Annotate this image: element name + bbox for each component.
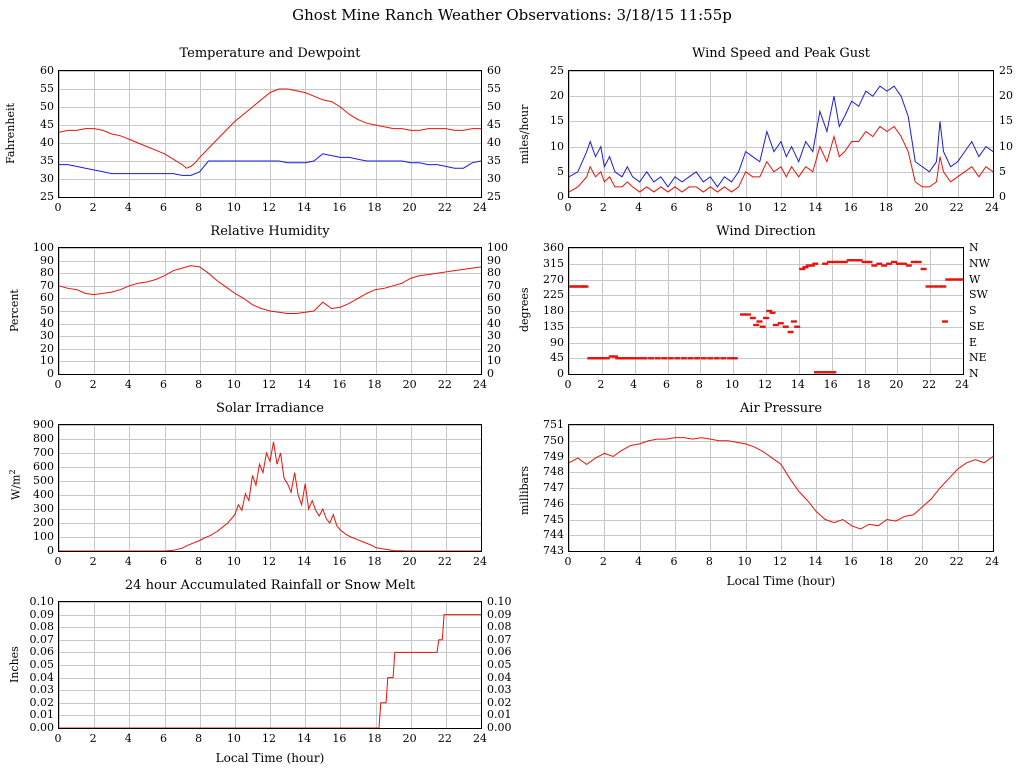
- x-tick-label: 16: [823, 378, 838, 391]
- y-tick-label-right: 40: [487, 136, 501, 149]
- x-tick-label: 8: [195, 555, 203, 568]
- x-tick-label: 16: [843, 201, 858, 214]
- x-tick-label: 22: [922, 378, 937, 391]
- data-point: [642, 357, 648, 359]
- y-tick-label-right: 60: [487, 64, 501, 77]
- y-tick-label-right: 0.01: [487, 708, 512, 722]
- data-point: [674, 357, 680, 359]
- x-tick-label: 24: [473, 732, 487, 745]
- y-tick-label: 40: [40, 316, 54, 330]
- plot-area-wind-speed: [568, 70, 994, 198]
- data-point: [770, 312, 776, 314]
- x-tick-label: 4: [124, 555, 132, 568]
- y-axis-label-rainfall: Inches: [8, 646, 21, 683]
- y-tick-label: 35: [40, 154, 54, 167]
- x-tick-label: 18: [367, 201, 382, 214]
- x-tick-label: 14: [297, 555, 312, 568]
- data-point: [750, 317, 756, 319]
- x-tick-label: 8: [195, 732, 203, 745]
- data-point: [714, 357, 720, 359]
- y-tick-label: 25: [40, 190, 54, 203]
- x-tick-label: 0: [54, 378, 62, 391]
- x-tick-label: 4: [635, 555, 643, 568]
- series-layer-wind-speed: [569, 71, 993, 197]
- x-tick-label: 20: [402, 201, 417, 214]
- page-title: Ghost Mine Ranch Weather Observations: 3/18/15 11:55p: [292, 6, 732, 24]
- data-point: [745, 313, 751, 315]
- y-tick-label: 0.06: [29, 645, 54, 659]
- y-tick-label: 746: [543, 496, 564, 510]
- y-tick-label: 40: [40, 136, 54, 149]
- data-point: [791, 320, 797, 322]
- data-point: [940, 285, 946, 287]
- gridline-horizontal: [59, 551, 481, 552]
- x-tick-label: 12: [262, 201, 276, 214]
- y-tick-label: 300: [33, 502, 54, 515]
- chart-title-rainfall: 24 hour Accumulated Rainfall or Snow Melt: [124, 578, 416, 593]
- y-tick-label: 90: [40, 253, 54, 267]
- data-point: [906, 264, 912, 266]
- x-tick-label: 10: [725, 378, 740, 391]
- y-tick-label: 0: [47, 544, 54, 557]
- y-tick-label: 50: [40, 304, 54, 317]
- data-point: [830, 371, 836, 373]
- chart-title-humidity: Relative Humidity: [210, 224, 330, 239]
- series-line: [569, 86, 993, 187]
- series-layer-pressure: [569, 425, 993, 551]
- gridline-horizontal: [569, 551, 993, 552]
- data-point: [794, 326, 800, 328]
- y-tick-label-right: 30: [487, 329, 501, 343]
- x-tick-label: 0: [564, 555, 572, 568]
- x-tick-label: 2: [89, 555, 97, 568]
- y-tick-label: 50: [40, 100, 54, 113]
- y-tick-label-right: SW: [969, 288, 988, 302]
- y-tick-label-right: 50: [487, 100, 501, 113]
- x-tick-label: 20: [889, 378, 904, 391]
- y-tick-label-right: NE: [969, 351, 987, 365]
- y-axis-label-solar: $W/m^2$: [8, 469, 23, 500]
- y-tick-label-right: 25: [487, 190, 501, 203]
- x-tick-label: 16: [843, 555, 858, 568]
- y-tick-label-right: 45: [487, 118, 501, 131]
- x-tick-label: 14: [808, 201, 823, 214]
- y-tick-label: 15: [550, 114, 564, 128]
- y-tick-label-right: 15: [999, 114, 1013, 128]
- x-axis-label-pressure: Local Time (hour): [726, 574, 836, 588]
- y-tick-label: 0: [557, 367, 564, 380]
- y-tick-label-right: 0.02: [487, 695, 512, 709]
- x-tick-label: 20: [914, 555, 929, 568]
- x-tick-label: 12: [773, 555, 787, 568]
- x-tick-label: 10: [226, 555, 241, 568]
- y-tick-label-right: 80: [487, 266, 501, 280]
- x-tick-label: 6: [160, 555, 167, 568]
- y-tick-label: 60: [40, 64, 54, 77]
- y-tick-label: 0.00: [29, 721, 54, 734]
- y-tick-label: 0.08: [29, 620, 54, 634]
- chart-title-wind-direction: Wind Direction: [716, 224, 816, 239]
- y-axis-label-pressure: millibars: [518, 465, 531, 515]
- x-tick-label: 22: [437, 555, 452, 568]
- y-tick-label-right: 10: [999, 139, 1013, 153]
- x-tick-label: 8: [695, 378, 703, 391]
- x-tick-label: 24: [985, 555, 999, 568]
- y-tick-label: 270: [543, 272, 564, 286]
- x-tick-label: 14: [790, 378, 805, 391]
- gridline-vertical: [963, 248, 964, 374]
- y-tick-label: 10: [550, 139, 564, 153]
- x-tick-label: 20: [402, 732, 417, 745]
- y-tick-label-right: 60: [487, 291, 501, 305]
- y-tick-label: 55: [40, 82, 54, 95]
- y-tick-label: 90: [550, 335, 564, 349]
- y-axis-label-humidity: Percent: [8, 289, 21, 332]
- y-tick-label: 135: [543, 319, 564, 333]
- chart-title-temperature: Temperature and Dewpoint: [179, 46, 361, 61]
- x-tick-label: 8: [195, 378, 203, 391]
- x-tick-label: 2: [597, 378, 605, 391]
- gridline-horizontal: [59, 728, 481, 729]
- y-tick-label: 20: [550, 89, 564, 103]
- x-tick-label: 14: [297, 201, 312, 214]
- data-point: [942, 320, 948, 322]
- y-axis-label-temperature: Fahrenheit: [4, 103, 17, 164]
- y-tick-label-right: 40: [487, 316, 501, 330]
- y-tick-label: 80: [40, 266, 54, 280]
- x-tick-label: 20: [402, 555, 417, 568]
- y-tick-label: 0.10: [29, 595, 54, 608]
- y-tick-label: 744: [543, 528, 564, 542]
- y-tick-label: 0: [557, 190, 564, 203]
- x-tick-label: 18: [367, 555, 382, 568]
- x-tick-label: 18: [879, 201, 893, 214]
- y-axis-label-wind-speed: miles/hour: [518, 104, 531, 164]
- y-tick-label: 400: [33, 488, 54, 501]
- y-tick-label: 748: [543, 465, 564, 479]
- x-tick-label: 14: [297, 378, 312, 391]
- y-tick-label: 0.01: [29, 708, 54, 722]
- x-tick-label: 4: [630, 378, 638, 391]
- y-tick-label: 180: [543, 304, 564, 317]
- y-tick-label-right: NW: [969, 256, 990, 270]
- series-layer-solar: [59, 425, 481, 551]
- data-point: [720, 357, 726, 359]
- y-tick-label-right: 90: [487, 253, 501, 267]
- x-tick-label: 0: [54, 732, 62, 745]
- series-line: [59, 154, 481, 176]
- x-tick-label: 10: [737, 201, 752, 214]
- y-tick-label: 0.07: [29, 632, 54, 646]
- x-tick-label: 22: [437, 378, 452, 391]
- x-tick-label: 4: [124, 732, 132, 745]
- x-tick-label: 12: [262, 378, 276, 391]
- data-point: [701, 357, 707, 359]
- x-tick-label: 10: [226, 201, 241, 214]
- y-tick-label-right: 0: [487, 367, 494, 380]
- x-tick-label: 6: [160, 201, 167, 214]
- x-tick-label: 18: [367, 732, 382, 745]
- x-tick-label: 2: [89, 201, 97, 214]
- y-tick-label-right: 0: [999, 190, 1006, 203]
- y-tick-label-right: 0.06: [487, 645, 512, 659]
- series-line: [59, 89, 481, 168]
- y-tick-label: 743: [543, 544, 564, 557]
- y-tick-label: 225: [543, 288, 564, 302]
- x-tick-label: 24: [473, 555, 487, 568]
- y-tick-label: 45: [550, 351, 564, 365]
- gridline-horizontal: [59, 197, 481, 198]
- y-tick-label: 800: [33, 432, 54, 445]
- data-point: [763, 317, 769, 319]
- y-tick-label-right: 50: [487, 304, 501, 317]
- gridline-horizontal: [569, 374, 963, 375]
- y-tick-label-right: N: [969, 367, 979, 380]
- data-point: [788, 331, 794, 333]
- series-line: [59, 442, 481, 551]
- y-tick-label-right: 0.05: [487, 658, 512, 671]
- data-point: [783, 326, 789, 328]
- x-tick-label: 16: [332, 201, 347, 214]
- data-point: [960, 278, 964, 280]
- y-tick-label: 500: [33, 474, 54, 487]
- data-point: [648, 357, 654, 359]
- y-tick-label: 0.02: [29, 695, 54, 709]
- data-point: [668, 357, 674, 359]
- x-tick-label: 4: [635, 201, 643, 214]
- y-tick-label: 200: [33, 516, 54, 529]
- x-tick-label: 22: [949, 201, 964, 214]
- y-tick-label-right: 25: [999, 64, 1013, 77]
- y-tick-label: 100: [33, 530, 54, 543]
- chart-title-solar: Solar Irradiance: [216, 401, 324, 416]
- data-point: [732, 357, 738, 359]
- y-tick-label: 0: [47, 367, 54, 380]
- y-tick-label: 100: [33, 241, 54, 254]
- y-tick-label: 700: [33, 446, 54, 459]
- y-tick-label: 25: [550, 64, 564, 77]
- x-tick-label: 2: [599, 555, 607, 568]
- y-tick-label: 30: [40, 329, 54, 343]
- y-tick-label-right: 30: [487, 172, 501, 185]
- x-tick-label: 18: [879, 555, 893, 568]
- y-tick-label-right: 0.03: [487, 683, 512, 697]
- x-tick-label: 12: [773, 201, 787, 214]
- x-tick-label: 22: [437, 732, 452, 745]
- data-point: [582, 285, 588, 287]
- y-tick-label-right: 70: [487, 278, 501, 292]
- data-point: [655, 357, 661, 359]
- plot-area-humidity: [58, 247, 482, 375]
- y-tick-label: 45: [40, 118, 54, 131]
- x-tick-label: 16: [332, 378, 347, 391]
- x-tick-label: 0: [54, 555, 62, 568]
- data-point: [687, 357, 693, 359]
- y-tick-label: 70: [40, 278, 54, 292]
- plot-area-pressure: [568, 424, 994, 552]
- y-tick-label-right: 20: [487, 341, 501, 355]
- y-tick-label-right: 0.04: [487, 670, 512, 684]
- x-tick-label: 10: [737, 555, 752, 568]
- y-tick-label: 315: [543, 256, 564, 270]
- y-tick-label: 0.05: [29, 658, 54, 671]
- data-point: [866, 261, 872, 263]
- plot-area-temperature: [58, 70, 482, 198]
- plot-area-wind-direction: [568, 247, 964, 375]
- x-tick-label: 22: [949, 555, 964, 568]
- y-tick-label-right: 35: [487, 154, 501, 167]
- x-tick-label: 12: [758, 378, 772, 391]
- data-point: [753, 324, 759, 326]
- plot-area-solar: [58, 424, 482, 552]
- y-tick-label-right: 55: [487, 82, 501, 95]
- y-tick-label: 751: [543, 418, 564, 431]
- x-tick-label: 0: [564, 201, 572, 214]
- gridline-vertical: [481, 71, 482, 197]
- x-tick-label: 10: [226, 732, 241, 745]
- x-tick-label: 6: [160, 378, 167, 391]
- y-tick-label: 20: [40, 341, 54, 355]
- y-tick-label: 0.04: [29, 670, 54, 684]
- series-layer-temperature: [59, 71, 481, 197]
- y-tick-label: 745: [543, 512, 564, 526]
- x-tick-label: 24: [985, 201, 999, 214]
- y-tick-label-right: S: [969, 304, 977, 317]
- gridline-vertical: [993, 71, 994, 197]
- x-tick-label: 24: [473, 201, 487, 214]
- y-tick-label-right: 0.09: [487, 607, 512, 621]
- series-layer-wind-direction: [569, 248, 963, 374]
- gridline-vertical: [481, 248, 482, 374]
- y-tick-label-right: 10: [487, 354, 501, 368]
- data-point: [694, 357, 700, 359]
- x-tick-label: 6: [670, 555, 678, 568]
- y-tick-label-right: 100: [487, 241, 508, 254]
- x-tick-label: 10: [226, 378, 241, 391]
- x-tick-label: 12: [262, 555, 276, 568]
- x-tick-label: 20: [402, 378, 417, 391]
- data-point: [812, 263, 818, 265]
- series-line: [569, 438, 993, 529]
- data-point: [661, 357, 667, 359]
- y-tick-label-right: SE: [969, 319, 985, 333]
- y-axis-label-wind-direction: degrees: [518, 287, 531, 332]
- gridline-horizontal: [59, 374, 481, 375]
- y-tick-label: 30: [40, 172, 54, 185]
- x-tick-label: 22: [437, 201, 452, 214]
- x-tick-label: 0: [564, 378, 572, 391]
- plot-area-rainfall: [58, 601, 482, 729]
- gridline-vertical: [481, 425, 482, 551]
- x-tick-label: 6: [670, 201, 678, 214]
- x-tick-label: 0: [54, 201, 62, 214]
- y-tick-label: 0.03: [29, 683, 54, 697]
- x-tick-label: 2: [89, 378, 97, 391]
- y-tick-label-right: N: [969, 241, 979, 254]
- y-tick-label-right: 0.00: [487, 721, 512, 734]
- data-point: [756, 320, 762, 322]
- x-axis-label-rainfall: Local Time (hour): [215, 751, 325, 765]
- y-tick-label: 750: [543, 433, 564, 447]
- x-tick-label: 12: [262, 732, 276, 745]
- y-tick-label: 10: [40, 354, 54, 368]
- x-tick-label: 2: [599, 201, 607, 214]
- y-tick-label-right: 5: [999, 164, 1006, 178]
- gridline-vertical: [481, 602, 482, 728]
- y-tick-label: 747: [543, 481, 564, 494]
- x-tick-label: 14: [808, 555, 823, 568]
- data-point: [916, 261, 922, 263]
- series-line: [569, 126, 993, 192]
- series-layer-rainfall: [59, 602, 481, 728]
- series-line: [59, 615, 481, 728]
- x-tick-label: 18: [367, 378, 382, 391]
- gridline-horizontal: [569, 197, 993, 198]
- x-tick-label: 16: [332, 732, 347, 745]
- data-point: [921, 268, 927, 270]
- series-layer-humidity: [59, 248, 481, 374]
- chart-title-pressure: Air Pressure: [739, 401, 823, 416]
- y-tick-label-right: E: [969, 335, 978, 349]
- y-tick-label-right: W: [969, 272, 981, 286]
- chart-title-wind-speed: Wind Speed and Peak Gust: [691, 46, 871, 61]
- x-tick-label: 4: [124, 378, 132, 391]
- x-tick-label: 8: [705, 201, 713, 214]
- x-tick-label: 14: [297, 732, 312, 745]
- data-point: [760, 326, 766, 328]
- x-tick-label: 24: [955, 378, 969, 391]
- x-tick-label: 8: [705, 555, 713, 568]
- y-tick-label: 60: [40, 291, 54, 305]
- series-line: [59, 266, 481, 314]
- y-tick-label: 749: [543, 449, 564, 463]
- y-tick-label-right: 0.10: [487, 595, 512, 608]
- y-tick-label: 900: [33, 418, 54, 431]
- y-tick-label: 0.09: [29, 607, 54, 621]
- x-tick-label: 6: [160, 732, 167, 745]
- y-tick-label: 600: [33, 460, 54, 473]
- data-point: [778, 322, 784, 324]
- data-point: [707, 357, 713, 359]
- y-tick-label-right: 0.08: [487, 620, 512, 634]
- x-tick-label: 18: [856, 378, 871, 391]
- y-tick-label: 5: [557, 164, 564, 178]
- x-tick-label: 16: [332, 555, 347, 568]
- y-tick-label: 360: [543, 241, 564, 254]
- data-point: [681, 357, 687, 359]
- y-tick-label-right: 0.07: [487, 632, 512, 646]
- x-tick-label: 8: [195, 201, 203, 214]
- y-tick-label-right: 20: [999, 89, 1013, 103]
- x-tick-label: 6: [663, 378, 670, 391]
- x-tick-label: 2: [89, 732, 97, 745]
- x-tick-label: 24: [473, 378, 487, 391]
- x-tick-label: 20: [914, 201, 929, 214]
- x-tick-label: 4: [124, 201, 132, 214]
- gridline-vertical: [993, 425, 994, 551]
